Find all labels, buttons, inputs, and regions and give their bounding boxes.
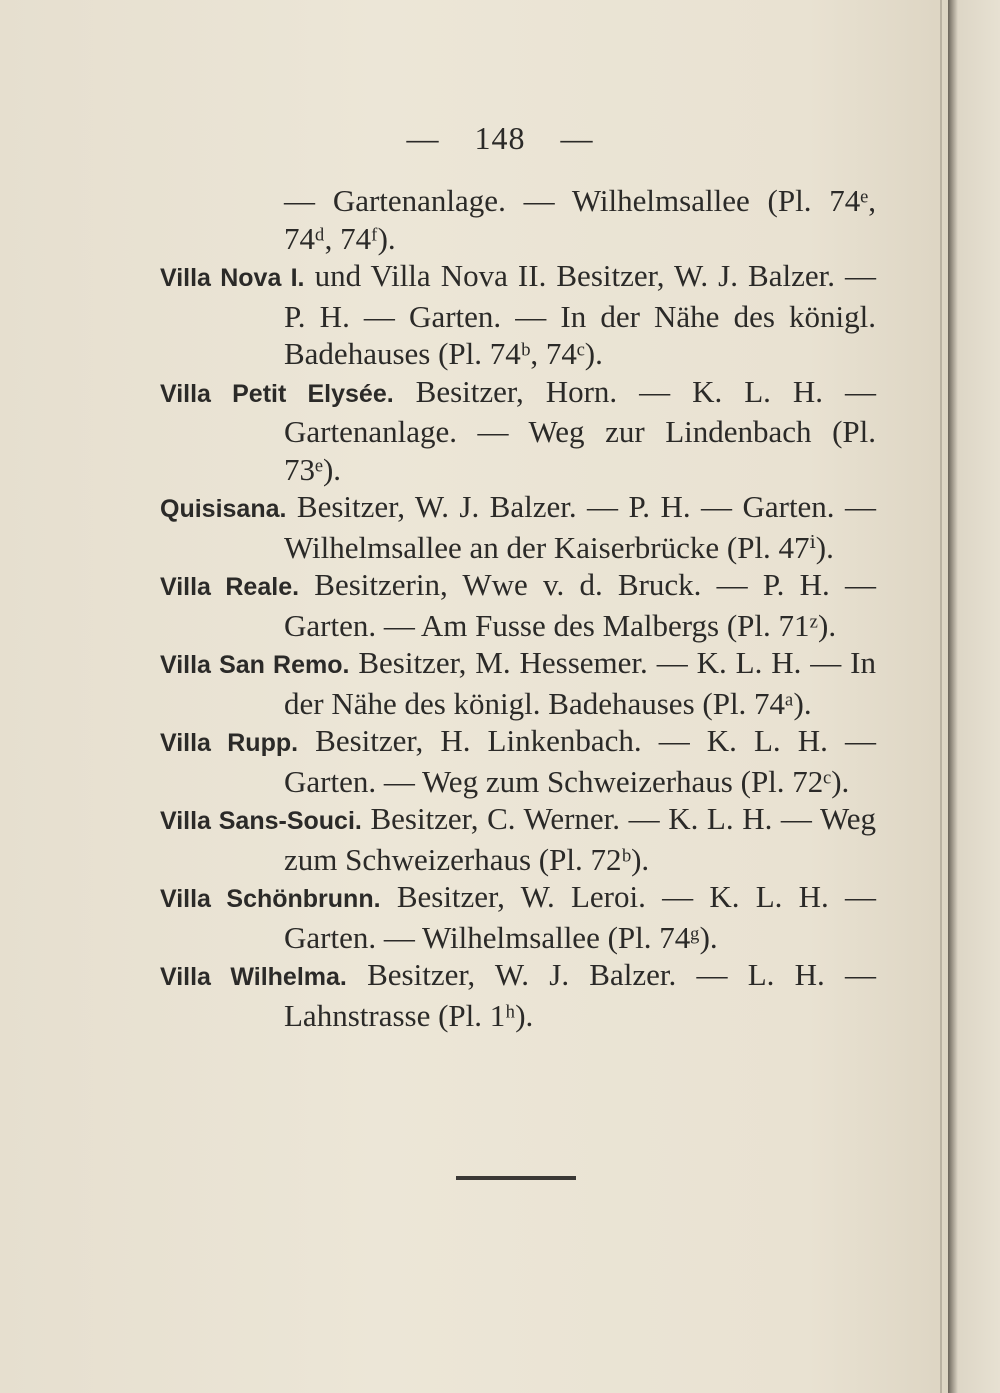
entry-name: Villa Petit Elysée. [160, 379, 394, 408]
entry-name: Villa Reale. [160, 573, 300, 601]
header-dash-left: — [406, 120, 440, 156]
list-item [160, 257, 876, 373]
entry-text: Besitzer, W. Leroi. — K. L. H. — Garten. — Wilhelmsallee (Pl. 74ᵍ). [284, 879, 877, 955]
entry-list [160, 182, 876, 1034]
entry-name: Villa Schönbrunn. [160, 885, 381, 913]
page-header [0, 120, 1000, 157]
list-item [160, 800, 876, 878]
entry-text: Besitzer, Horn. — K. L. H. — Gartenanlage. — Weg zur Lindenbach (Pl. 73ᵉ). [284, 373, 877, 487]
entry-text: — Gartenanlage. — Wilhelmsallee (Pl. 74ᵉ, 74ᵈ, 74ᶠ). [284, 183, 876, 256]
entry-text: und Villa Nova II. Besitzer, W. J. Balzer. — P. H. — Garten. — In der Nähe des königl. Badehauses (Pl. 74ᵇ, 74ᶜ). [284, 258, 877, 371]
entry-text: Besitzer, M. Hessemer. — K. L. H. — In der Nähe des königl. Badehauses (Pl. 74ᵃ). [284, 645, 876, 721]
header-dash-right: — [560, 120, 594, 156]
entry-name: Villa San Remo. [160, 651, 350, 679]
entry-text: Besitzer, H. Linkenbach. — K. L. H. — Garten. — Weg zum Schweizerhaus (Pl. 72ᶜ). [284, 723, 876, 799]
list-item [160, 644, 876, 722]
list-item [160, 488, 876, 566]
entry-text: Besitzer, W. J. Balzer. — P. H. — Garten. — Wilhelmsallee an der Kaiserbrücke (Pl. 47ⁱ). [284, 489, 876, 565]
entry-name: Villa Nova I. [160, 264, 305, 292]
section-end-rule [456, 1176, 576, 1180]
entry-text: Besitzer, W. J. Balzer. — L. H. — Lahnstrasse (Pl. 1ʰ). [284, 957, 876, 1033]
list-item [160, 956, 876, 1034]
entry-name: Quisisana. [160, 495, 287, 523]
entry-name: Villa Sans-Souci. [160, 807, 362, 835]
page-edge-line [940, 0, 942, 1393]
list-item [160, 566, 876, 644]
entry-text: Besitzerin, Wwe v. d. Bruck. — P. H. — Garten. — Am Fusse des Malbergs (Pl. 71ᶻ). [284, 567, 877, 643]
list-item [160, 182, 876, 257]
list-item [160, 373, 876, 489]
entry-name: Villa Wilhelma. [160, 963, 347, 991]
entry-text: Besitzer, C. Werner. — K. L. H. — Weg zum Schweizerhaus (Pl. 72ᵇ). [284, 801, 876, 877]
book-gutter [948, 0, 1000, 1393]
list-item [160, 878, 876, 956]
entry-name: Villa Rupp. [160, 729, 299, 757]
list-item [160, 722, 876, 800]
page-number: 148 [474, 120, 526, 156]
